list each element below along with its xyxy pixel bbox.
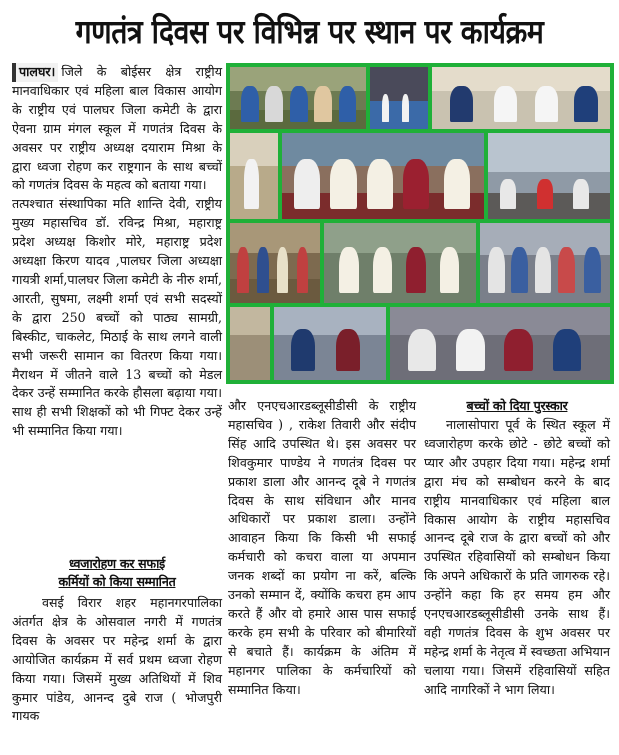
- photo-crowd-street: [478, 221, 612, 305]
- photo-guests-stage: [280, 131, 486, 221]
- photo-building-entrance: [228, 305, 272, 382]
- photo-street-buildings: [486, 131, 612, 221]
- story-vasai-para2: और एनएचआरडब्लूसीडीसी के राष्ट्रीय महासचिव ) , राकेश तिवारी और संदीप सिंह आदि उपस्थित थे। इस अवसर पर शिवकुमार पाण्डेय ने गणतंत्र दिवस पर प्रकाश डाला और आनन्द दूबे ने गणतंत्र दिवस के साथ संविधान और मानव अधिकारों पर प्रकाश डाला। उन्होंने आवाहन किया कि किसी भी सफाई कर्मचारी को कचरा वाला या अपमान जनक शब्दों का प्रयोग ना करें, बल्कि उनको सम्मान दें, क्योंकि कचरा हम आप करते हैं और वो हमारे आस पास सफाई करके हम सभी के परिवार को बीमारियों से बचाते हैं। कार्यक्रम के अंतिम में महानगर पालिका के कर्मचारियों को सम्मानित किया।: [228, 398, 416, 697]
- story-palghar-para1-text: जिले के बोईसर क्षेत्र राष्ट्रीय मानवाधिकार एवं महिला बाल विकास आयोग के राष्ट्रीय एवं पालघर जिला कमेटी के द्वारा ऐवना ग्राम मंगल स्कूल में गणतंत्र दिवस के अवसर पर राष्ट्रीय अध्यक्ष दयाराम मिश्रा के द्वारा ध्वजा रोहण कर राष्ट्रगान के साथ बच्चों को गणतंत्र दिवस के महत्व को बताया गया।: [12, 64, 222, 193]
- photo-flag-hoisting: [228, 131, 280, 221]
- photo-group-outdoor: [228, 221, 322, 305]
- story-vasai: [12, 555, 222, 726]
- story-vasai-para1: वसई विरार शहर महानगरपालिका अंतर्गत क्षेत्र के ओसवाल नगरी में गणतंत्र दिवस के अवसर पर महेन्द्र शर्मा के द्वारा आयोजित कार्यक्रम में सर्व प्रथम ध्वजा रोहण किया गया। जिसमें मुख्य अतिथियों में शिव कुमार पांडेय, आनन्द दुबे राज ( भोजपुरी गायक: [12, 595, 222, 724]
- story-vasai-subhead-line1: ध्वजारोहण कर सफाई: [69, 556, 165, 571]
- photo-felicitation-left: [272, 305, 388, 382]
- photo-collage: [226, 63, 614, 384]
- photo-felicitation-right: [388, 305, 612, 382]
- story-palghar-para2: तत्पश्चात संस्थापिका मति शान्ति देवी, राष्ट्रीय मुख्य महासचिव डॉ. रविन्द्र मिश्रा, महाराष्ट्र प्रदेश अध्यक्ष किशोर मोरे, महाराष्ट्र प्रदेश अध्यक्षा किरण यादव ,पालघर जिला अध्यक्षा गायत्री शर्मा,पालघर जिला कमेटी के नीरु शर्मा, आरती, सुषमा, लक्ष्मी शर्मा एवं सभी सदस्यों के द्वारा 250 बच्चों को पाठ्य सामग्री, बिस्कीट, चाकलेट, मिठाई के साथ लगने वाली सभी जरूरी सामान का वितरण किया गया। मैराथन में जीतने वाले 13 बच्चों को मेडल देकर उन्हें सम्मानित करके हौसला बढ़ाया गया। साथ ही सभी शिक्षकों को भी गिफ्ट देकर उन्हें भी सम्मानित किया गया।: [12, 196, 222, 439]
- story-palghar-para1: [12, 63, 222, 195]
- story-vasai-continued: [228, 397, 416, 700]
- headline: गणतंत्र दिवस पर विभिन्न पर स्थान पर कार्यक्रम: [75, 11, 544, 51]
- story-nalasopara-body: नालासोपारा पूर्व के स्थित स्कूल में ध्वजारोहण करके छोटे - छोटे बच्चों को प्यार और उपहार दिया गया। महेन्द्र शर्मा द्वारा मंच को सम्बोधन करने के बाद राष्ट्रीय मानवाधिकार एवं महिला बाल विकास आयोग के राष्ट्रीय महासचिव आनन्द दूबे राज के द्वारा बच्चों को और उपस्थित रहिवासियों को सम्बोधन किया कि अपने अधिकारों के प्रति जागरुक रहे। उन्होंने कहा कि हर समय हम और एनएचआरडब्लूसीडीसी उनके साथ हैं। वही गणतंत्र दिवस के शुभ अवसर पर महेन्द्र शर्मा के नेतृत्व में स्वच्छता अभियान चलाया गया। जिसमें रहिवासियों सहित आदि नागरिकों ने भाग लिया।: [424, 417, 610, 697]
- dateline-palghar: पालघर।: [12, 63, 58, 82]
- story-nalasopara: [424, 397, 610, 700]
- photo-leaders-standing: [322, 221, 478, 305]
- photo-students-gathering: [228, 65, 368, 131]
- story-nalasopara-subhead: बच्चों को दिया पुरस्कार: [466, 398, 568, 413]
- story-palghar: [12, 63, 222, 441]
- story-vasai-subhead-line2: कर्मियों को किया सम्मानित: [58, 574, 176, 589]
- photo-award-ceremony: [430, 65, 612, 131]
- photo-children-seated: [368, 65, 430, 131]
